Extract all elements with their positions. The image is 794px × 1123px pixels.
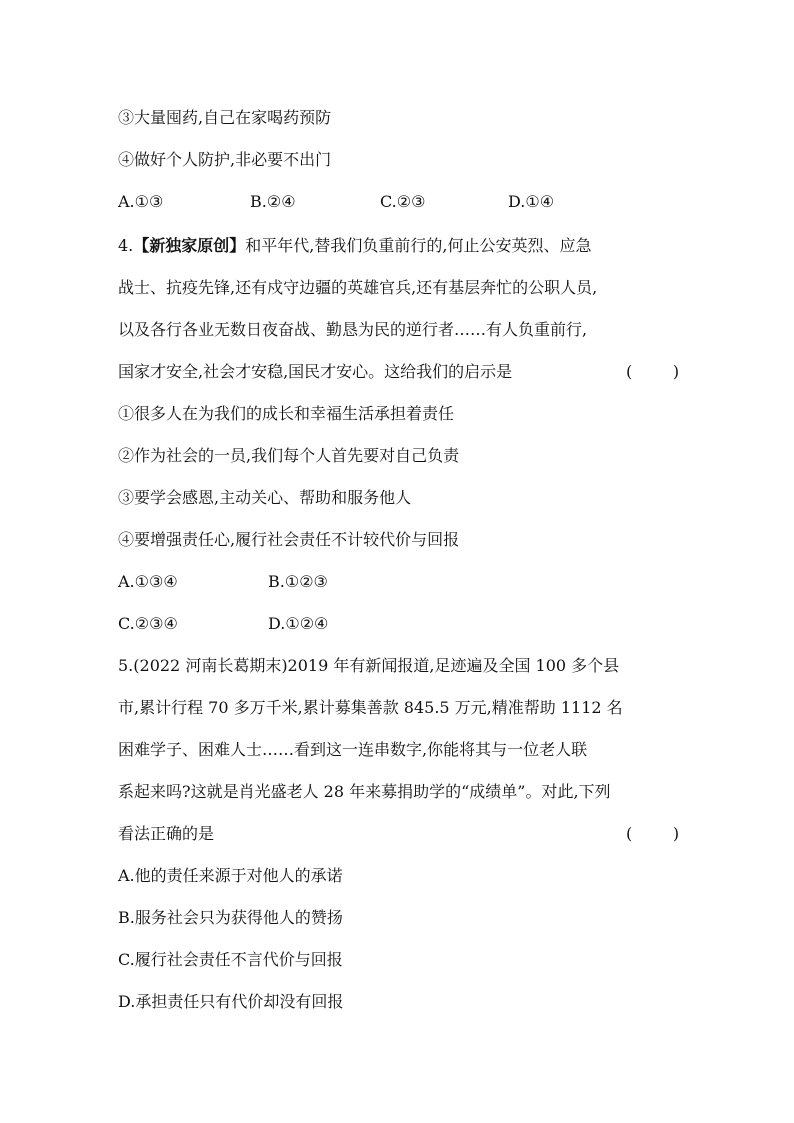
q5-stem-line-4: 系起来吗?这就是肖光盛老人 28 年来募捐助学的“成绩单”。对此,下列: [118, 782, 611, 801]
q4-answer-bracket: ( ): [626, 362, 680, 381]
q4-option-d: D.①②④: [268, 614, 329, 633]
q4-stem-text: 和平年代,替我们负重前行的,何止公安英烈、应急: [245, 236, 592, 255]
q4-tag: 【新独家原创】: [133, 236, 246, 255]
q4-option-c: C.②③④: [118, 614, 178, 633]
q4-stem-line-4: 国家才安全,社会才安稳,国民才安心。这给我们的启示是: [118, 362, 513, 381]
q3-option-c: C.②③: [380, 192, 426, 211]
q5-option-a: A.他的责任来源于对他人的承诺: [118, 866, 343, 885]
q5-option-d: D.承担责任只有代价却没有回报: [118, 992, 344, 1011]
q4-stem-line-1: [118, 236, 591, 256]
q5-stem-line-1: 5.(2022 河南长葛期末)2019 年有新闻报道,足迹遍及全国 100 多个县: [118, 656, 620, 675]
q3-option-a: A.①③: [118, 192, 164, 211]
q5-stem-line-2: 市,累计行程 70 多万千米,累计募集善款 845.5 万元,精准帮助 1112 名: [118, 698, 623, 717]
q3-option-b: B.②④: [250, 192, 296, 211]
q3-item-4: ④做好个人防护,非必要不出门: [118, 150, 332, 169]
q5-option-b: B.服务社会只为获得他人的赞扬: [118, 908, 343, 927]
q4-number: 4.: [118, 236, 134, 255]
q3-option-d: D.①④: [508, 192, 555, 211]
q5-stem-line-5: 看法正确的是: [118, 824, 215, 843]
q4-item-2: ②作为社会的一员,我们每个人首先要对自己负责: [118, 446, 460, 465]
q3-item-3: ③大量囤药,自己在家喝药预防: [118, 108, 332, 127]
q4-stem-line-3: 以及各行各业无数日夜奋战、勤恳为民的逆行者……有人负重前行,: [118, 320, 588, 339]
q4-option-b: B.①②③: [268, 572, 328, 591]
q4-item-1: ①很多人在为我们的成长和幸福生活承担着责任: [118, 404, 455, 423]
q5-stem-line-3: 困难学子、困难人士……看到这一连串数字,你能将其与一位老人联: [118, 740, 588, 759]
q4-item-3: ③要学会感恩,主动关心、帮助和服务他人: [118, 488, 412, 507]
q5-answer-bracket: ( ): [626, 824, 680, 843]
q5-option-c: C.履行社会责任不言代价与回报: [118, 950, 343, 969]
q4-item-4: ④要增强责任心,履行社会责任不计较代价与回报: [118, 530, 460, 549]
q4-option-a: A.①③④: [118, 572, 178, 591]
q4-stem-line-2: 战士、抗疫先锋,还有戍守边疆的英雄官兵,还有基层奔忙的公职人员,: [118, 278, 598, 297]
